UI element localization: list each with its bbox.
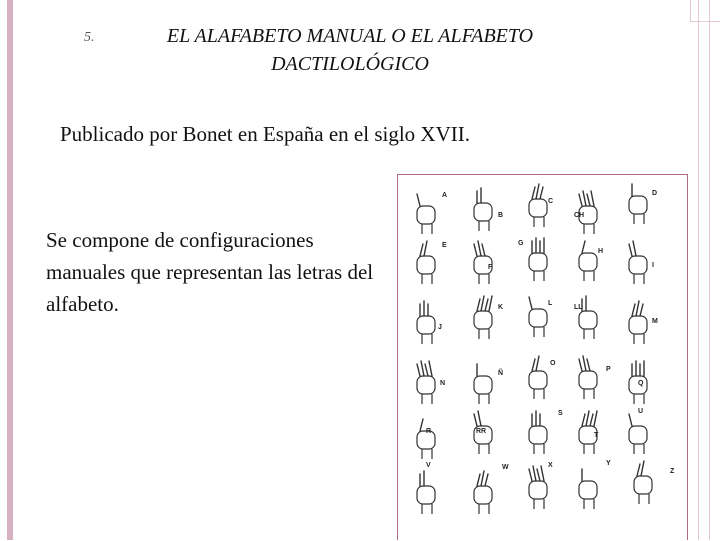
hand-sign-u (629, 414, 647, 454)
hand-sign-label: O (550, 360, 556, 367)
hand-sign-label: C (548, 198, 554, 205)
hand-sign-l (529, 297, 547, 337)
hand-sign-label: K (498, 304, 504, 311)
hand-sign-label: B (498, 212, 504, 219)
hand-sign-h (579, 241, 597, 281)
hand-sign-label: R (426, 428, 432, 435)
hand-sign-label: Q (638, 380, 644, 387)
hand-sign-p (579, 356, 597, 399)
corner-decoration (690, 0, 720, 22)
hand-sign-label: F (488, 264, 493, 271)
hand-sign-e (417, 241, 435, 284)
hand-sign-label: W (502, 464, 509, 471)
hand-sign-label: I (652, 262, 654, 269)
hand-sign-y (579, 469, 597, 509)
hand-sign-label: N (440, 380, 446, 387)
hand-sign-label: H (598, 248, 604, 255)
right-decorative-rail (698, 0, 710, 540)
hand-sign-ñ (474, 364, 492, 404)
hand-sign-label: Y (606, 460, 611, 467)
hand-sign-z (634, 461, 652, 504)
hand-sign-label: A (442, 192, 448, 199)
hand-sign-m (629, 301, 647, 344)
hand-sign-a (417, 194, 435, 234)
hand-sign-c (529, 184, 547, 227)
hand-sign-v (417, 471, 435, 514)
hand-sign-label: V (426, 462, 431, 469)
hand-sign-label: U (638, 408, 644, 415)
hand-sign-label: Z (670, 468, 675, 475)
hand-sign-label: E (442, 242, 447, 249)
hand-sign-label: D (652, 190, 658, 197)
slide-number: 5. (84, 30, 95, 45)
hand-sign-ll (579, 296, 597, 339)
hand-sign-n (417, 361, 435, 404)
hand-sign-label: G (518, 240, 524, 247)
hand-sign-g (529, 238, 547, 281)
hand-sign-label: LL (574, 304, 583, 311)
hand-sign-label: T (594, 432, 599, 439)
manual-alphabet-image (397, 174, 688, 540)
slide-body-text: Se compone de configuraciones manuales que representan las letras del alfabeto. (46, 228, 374, 316)
hand-sign-x (529, 466, 547, 509)
hand-sign-label: M (652, 318, 658, 325)
hand-sign-label: P (606, 366, 611, 373)
hand-sign-label: X (548, 462, 553, 469)
hand-sign-s (529, 411, 547, 454)
hand-sign-b (474, 188, 492, 231)
hand-sign-label: L (548, 300, 553, 307)
hand-sign-label: CH (574, 212, 585, 219)
left-decorative-rail (7, 0, 13, 540)
hand-sign-d (629, 184, 647, 224)
hand-sign-k (474, 296, 492, 339)
slide-title: EL ALAFABETO MANUAL O EL ALFABETO DACTILOLÓGICO (166, 25, 534, 75)
hand-sign-o (529, 356, 547, 399)
hand-sign-label: J (438, 324, 442, 331)
hand-sign-w (474, 471, 492, 514)
hand-sign-i (629, 241, 647, 284)
hand-signs-grid (398, 175, 689, 541)
hand-sign-j (417, 301, 435, 344)
hand-sign-label: RR (476, 428, 487, 435)
hand-sign-f (474, 241, 492, 284)
slide-subtitle: Publicado por Bonet en España en el siglo XVII. (60, 122, 470, 146)
hand-sign-r (417, 419, 435, 459)
hand-sign-label: S (558, 410, 563, 417)
hand-sign-label: Ñ (498, 370, 504, 377)
